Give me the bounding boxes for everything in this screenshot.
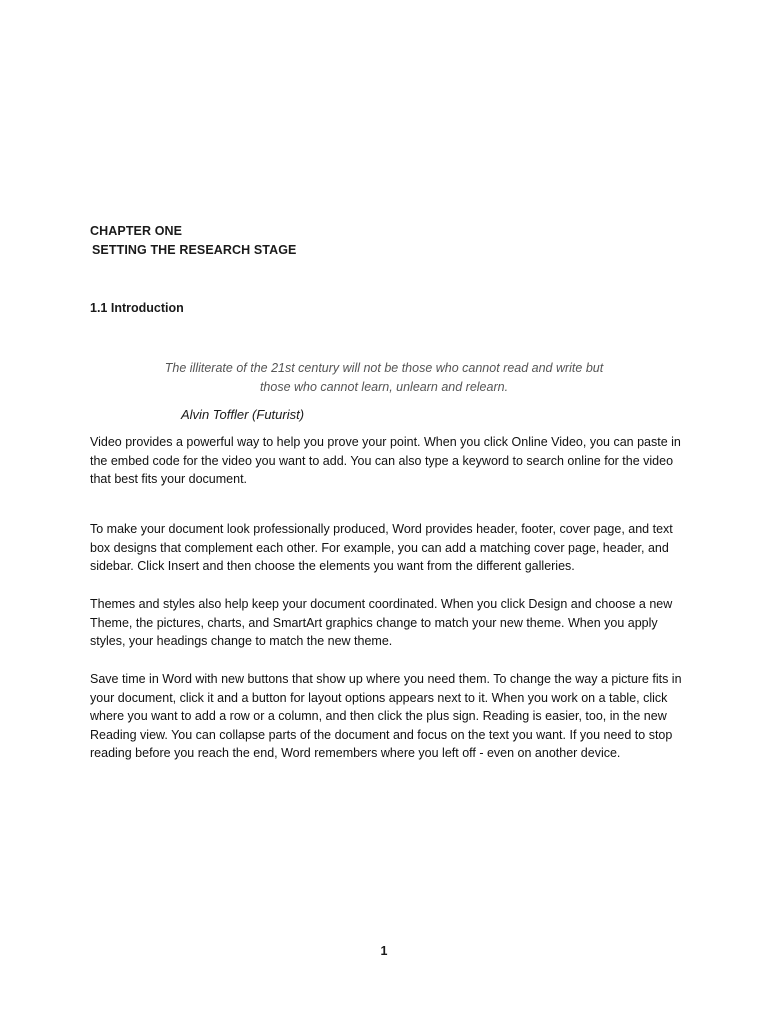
body-paragraph-2: To make your document look professionally produced, Word provides header, footer, cover page, and text box designs that complement each other. For example, you can add a matching cover page, header, and sidebar. Click Insert and then choose the elements you want from the different galleries.	[90, 522, 673, 574]
section-heading: 1.1 Introduction	[90, 301, 184, 315]
epigraph-line-2: those who cannot learn, unlearn and relearn.	[259, 379, 509, 394]
epigraph-quote	[140, 359, 628, 396]
chapter-label: CHAPTER ONE	[90, 224, 183, 238]
body-paragraph-4: Save time in Word with new buttons that show up where you need them. To change the way a picture fits in your document, click it and a button for layout options appears next to it. When you work on a table, click where you want to add a row or a column, and then click the plus sign. Reading is easier, too, in the new Reading view. You can collapse parts of the document and focus on the text you want. If you need to stop reading before you reach the end, Word remembers where you left off - even on another device.	[90, 672, 682, 761]
chapter-title: SETTING THE RESEARCH STAGE	[92, 243, 297, 257]
epigraph-line-1: The illiterate of the 21st century will not be those who cannot read and write but	[164, 361, 604, 375]
epigraph-author: Alvin Toffler (Futurist)	[181, 407, 305, 422]
page-number: 1	[380, 944, 388, 958]
body-paragraph-3: Themes and styles also help keep your document coordinated. When you click Design and choose a new Theme, the pictures, charts, and SmartArt graphics change to match your new theme. When you apply styles, your headings change to match the new theme.	[90, 597, 673, 649]
chapter-heading	[90, 222, 296, 260]
body-paragraph-1: Video provides a powerful way to help you prove your point. When you click Online Video, you can paste in the embed code for the video you want to add. You can also type a keyword to search online for the video that best fits your document.	[90, 435, 681, 487]
